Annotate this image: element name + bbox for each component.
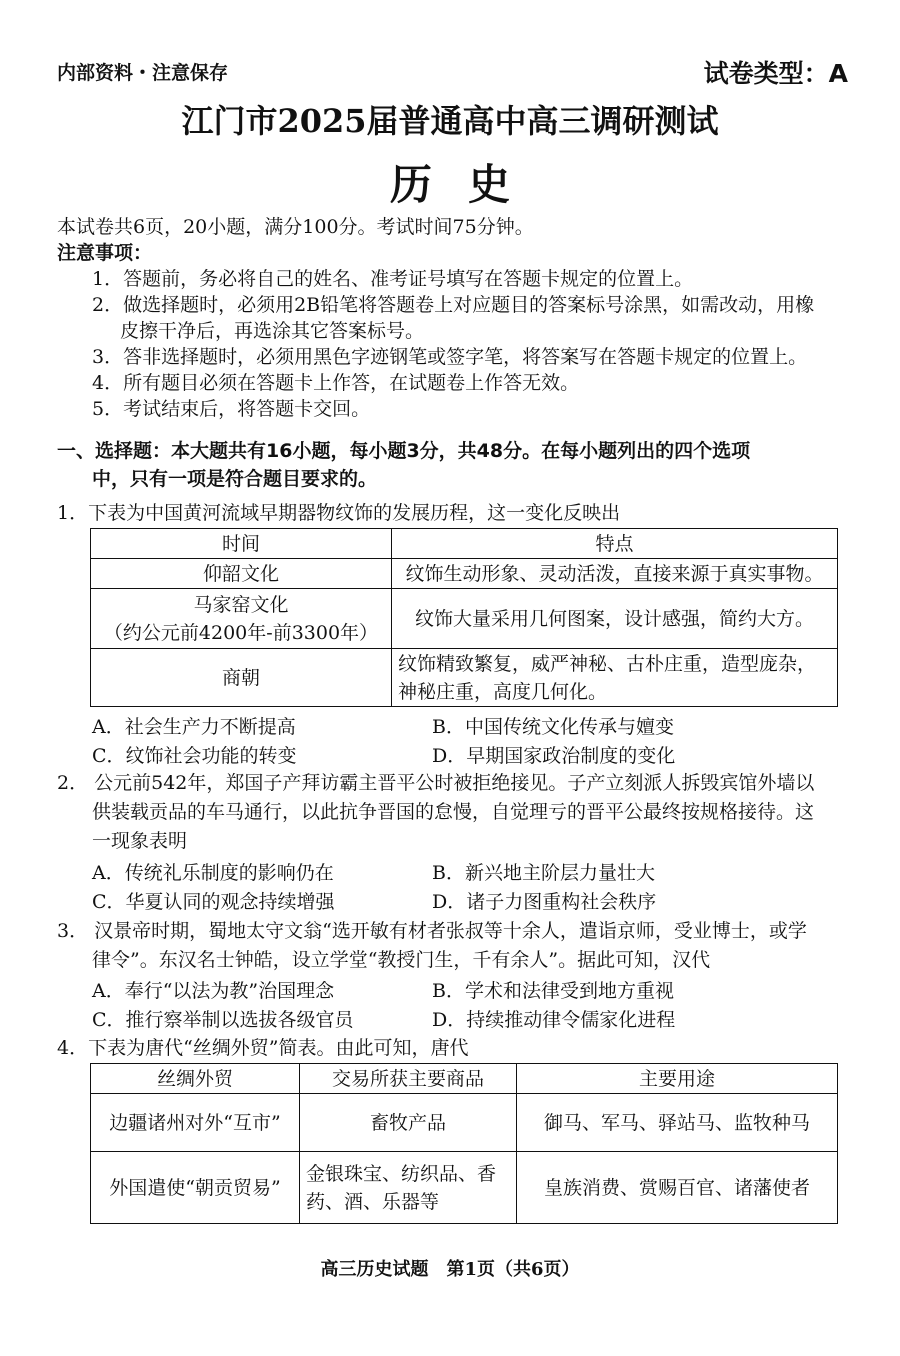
intro-text: 本试卷共6页，20小题，满分100分。考试时间75分钟。	[57, 216, 534, 238]
table-header: 主要用途	[517, 1064, 838, 1094]
cell-line: （约公元前4200年-前3300年）	[103, 621, 379, 644]
option-a: A．传统礼乐制度的影响仍在	[92, 862, 334, 884]
cell-line: 神秘庄重，高度几何化。	[398, 680, 608, 703]
option-c: C．纹饰社会功能的转变	[92, 745, 297, 767]
table-cell: 商朝	[91, 649, 392, 707]
option-b: B．中国传统文化传承与嬗变	[432, 716, 674, 738]
table-cell: 纹饰生动形象、灵动活泼，直接来源于真实事物。	[392, 559, 838, 589]
cell-line: 药、酒、乐器等	[306, 1190, 440, 1213]
note-item: 2．做选择题时，必须用2B铅笔将答题卷上对应题目的答案标号涂黑，如需改动，用橡	[92, 294, 815, 316]
table-cell	[392, 649, 838, 707]
cell-line: 金银珠宝、纺织品、香	[306, 1162, 497, 1185]
table-header: 特点	[392, 529, 838, 559]
exam-title: 江门市2025届普通高中高三调研测试	[181, 102, 719, 140]
question-2-stem-cont: 供装载贡品的车马通行，以此抗争晋国的怠慢，自觉理亏的晋平公最终按规格接待。这	[92, 801, 815, 823]
option-b: B．学术和法律受到地方重视	[432, 980, 674, 1002]
question-4-stem: 4．下表为唐代“丝绸外贸”简表。由此可知，唐代	[57, 1037, 469, 1059]
cell-line: 纹饰精致繁复，威严神秘、古朴庄重，造型庞杂，	[398, 652, 817, 675]
table-cell: 边疆诸州对外“互市”	[91, 1094, 300, 1152]
option-b: B．新兴地主阶层力量壮大	[432, 862, 655, 884]
note-item: 皮擦干净后，再选涂其它答案标号。	[120, 320, 425, 342]
table-header: 时间	[91, 529, 392, 559]
subject-title: 历史	[389, 160, 546, 209]
option-a: A．社会生产力不断提高	[92, 716, 296, 738]
option-d: D．持续推动律令儒家化进程	[432, 1009, 676, 1031]
question-1-table	[90, 528, 838, 707]
table-cell: 皇族消费、赏赐百官、诸藩使者	[517, 1152, 838, 1224]
table-cell	[300, 1152, 517, 1224]
question-2-stem: 2． 公元前542年，郑国子产拜访霸主晋平公时被拒绝接见。子产立刻派人拆毁宾馆外墙以	[57, 772, 815, 794]
paper-type-label: 试卷类型：A	[703, 59, 848, 88]
section-heading: 一、选择题：本大题共有16小题，每小题3分，共48分。在每小题列出的四个选项	[57, 440, 751, 462]
table-cell: 外国遣使“朝贡贸易”	[91, 1152, 300, 1224]
table-cell: 畜牧产品	[300, 1094, 517, 1152]
notes-title: 注意事项：	[57, 242, 153, 264]
question-2-stem-cont: 一现象表明	[92, 830, 188, 852]
note-item: 4．所有题目必须在答题卡上作答，在试题卷上作答无效。	[92, 372, 580, 394]
option-a: A．奉行“以法为教”治国理念	[92, 980, 335, 1002]
internal-label: 内部资料・注意保存	[57, 62, 229, 84]
table-cell	[91, 589, 392, 649]
option-d: D．早期国家政治制度的变化	[432, 745, 676, 767]
question-4-table	[90, 1063, 838, 1224]
table-cell: 纹饰大量采用几何图案，设计感强，简约大方。	[392, 589, 838, 649]
question-3-stem-cont: 律令”。东汉名士钟皓，设立学堂“教授门生，千有余人”。据此可知，汉代	[92, 949, 711, 971]
table-header: 交易所获主要商品	[300, 1064, 517, 1094]
question-3-stem: 3． 汉景帝时期，蜀地太守文翁“选开敏有材者张叔等十余人，遣诣京师，受业博士，或学	[57, 920, 807, 942]
option-d: D．诸子力图重构社会秩序	[432, 891, 657, 913]
note-item: 1．答题前，务必将自己的姓名、准考证号填写在答题卡规定的位置上。	[92, 268, 694, 290]
cell-line: 马家窑文化	[193, 593, 289, 616]
option-c: C．华夏认同的观念持续增强	[92, 891, 335, 913]
table-cell: 御马、军马、驿站马、监牧种马	[517, 1094, 838, 1152]
table-header: 丝绸外贸	[91, 1064, 300, 1094]
note-item: 3．答非选择题时，必须用黑色字迹钢笔或签字笔，将答案写在答题卡规定的位置上。	[92, 346, 808, 368]
option-c: C．推行察举制以选拔各级官员	[92, 1009, 354, 1031]
table-cell: 仰韶文化	[91, 559, 392, 589]
question-1-stem: 1．下表为中国黄河流域早期器物纹饰的发展历程，这一变化反映出	[57, 502, 621, 524]
page-footer: 高三历史试题 第1页（共6页）	[320, 1259, 580, 1280]
note-item: 5．考试结束后，将答题卡交回。	[92, 398, 371, 420]
section-heading-cont: 中，只有一项是符合题目要求的。	[92, 468, 378, 490]
